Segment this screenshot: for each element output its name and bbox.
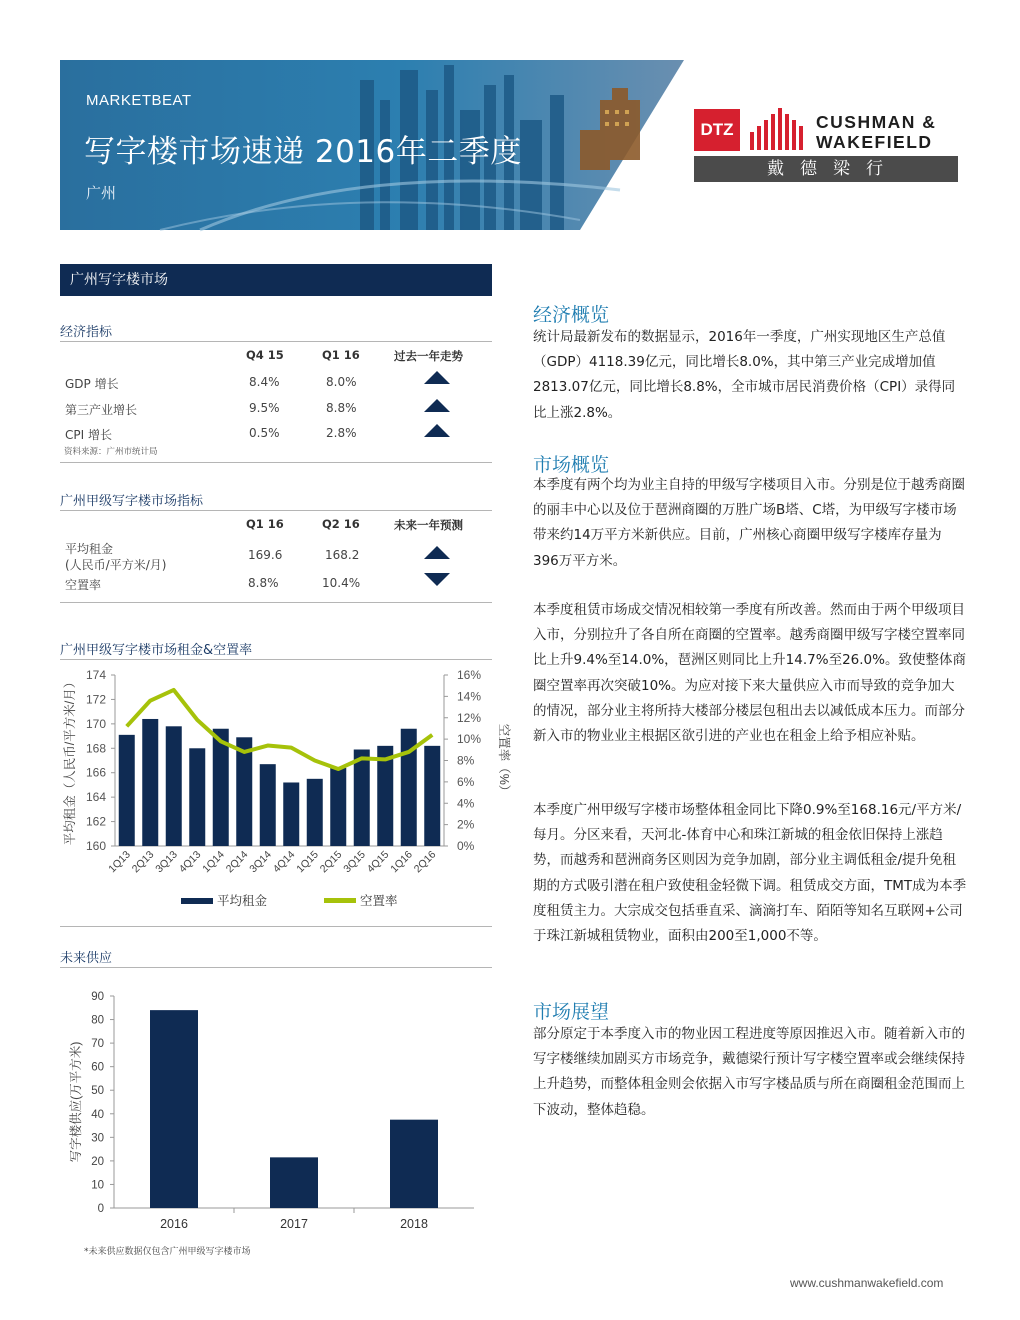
y-tick-label: 20 [91,1155,104,1168]
y-tick-label: 40 [91,1108,104,1121]
divider [60,341,492,342]
rent-bar [307,779,323,846]
company-logo [694,106,958,182]
y-tick-label: 170 [85,716,106,731]
office-row-label: 平均租金 [65,542,114,556]
econ-overview-body: 统计局最新发布的数据显示，2016年一季度，广州实现地区生产总值（GDP）4118.39亿元，同比增长8.0%，其中第三产业完成增加值2813.07亿元，同比增长8.8%，全市城市居民消费价格（CPI）录得同比上涨2.8%。 [533,329,956,421]
office-header-q1: Q1 16 [246,517,284,531]
divider [60,602,492,603]
x-tick-label: 2016 [160,1217,188,1231]
econ-indicators-title: 经济指标 [60,325,113,340]
y-right-tick-label: 16% [457,668,482,682]
trend-up-icon [424,399,450,412]
y-right-tick-label: 10% [457,732,482,747]
office-row-value: 168.2 [325,548,360,562]
x-tick-label: 1Q16 [388,848,415,876]
series-label: MARKETBEAT [86,92,192,109]
y-tick-label: 164 [85,790,106,805]
econ-header-q1: Q1 16 [322,348,360,362]
supply-bar [270,1157,318,1208]
trend-up-icon [424,424,450,437]
market-overview-p1: 本季度有两个均为业主自持的甲级写字楼项目入市。分别是位于越秀商圈的丽丰中心以及位于琶洲商圈的万胜广场B塔、C塔，为甲级写字楼市场带来约14万平方米新供应。目前，广州核心商圈甲级写字楼库存量为396万平方米。 [533,477,965,569]
divider [60,659,492,660]
rent-bar [189,748,205,846]
y-tick-label: 166 [85,765,106,780]
cushman-wakefield-mark-icon [750,106,810,150]
y-tick-label: 30 [91,1132,104,1145]
market-outlook-heading: 市场展望 [533,1001,610,1023]
econ-row-value: 8.4% [249,375,280,389]
x-tick-label: 2Q13 [129,848,157,876]
econ-row-label: CPI 增长 [65,428,112,442]
x-tick-label: 4Q14 [270,848,298,876]
rent-bar [142,719,158,846]
rent-vacancy-chart [60,662,511,924]
supply-chart-title: 未来供应 [60,951,113,966]
divider [60,926,492,927]
y-right-tick-label: 8% [457,753,475,768]
office-header-q2: Q2 16 [322,517,360,531]
y-tick-label: 168 [85,741,106,756]
econ-row-label: GDP 增长 [65,377,119,391]
y-right-tick-label: 4% [457,796,475,811]
y-tick-label: 70 [91,1038,104,1051]
legend-swatch-vacancy [324,898,356,903]
rent-bar [354,750,370,846]
econ-overview-heading: 经济概览 [533,304,610,326]
x-tick-label: 4Q13 [176,848,204,876]
legend-label-rent: 平均租金 [217,894,268,908]
future-supply-chart [60,980,492,1238]
office-row-value: 10.4% [322,576,361,590]
x-tick-label: 4Q15 [364,848,392,876]
website-url[interactable]: www.cushmanwakefield.com [790,1276,944,1290]
supply-bar [390,1120,438,1208]
rent-chart-title: 广州甲级写字楼市场租金&空置率 [60,643,253,658]
trend-up-icon [424,371,450,384]
office-row-value: 8.8% [248,576,279,590]
rent-bar [119,735,135,846]
y-right-tick-label: 0% [457,839,475,853]
y-tick-label: 172 [85,692,106,707]
x-tick-label: 2Q14 [223,848,251,876]
legend-label-vacancy: 空置率 [360,894,398,908]
econ-row-value: 0.5% [249,426,280,440]
market-overview-p2: 本季度租赁市场成交情况相较第一季度有所改善。然而由于两个甲级项目入市，分别拉升了各自所在商圈的空置率。越秀商圈甲级写字楼空置率同比上升9.4%至14.0%，琶洲区则同比上升14.7%至26.0%。致使整体商圈空置率再次突破10%。为应对接下来大量供应入市而导致的竞争加大的情况，部分业主将所持大楼部分楼层包租出去以减低成本压力。而部分新入市的物业业主根据区欲引进的产业也在租金上给予相应补贴。 [533,602,966,745]
x-tick-label: 1Q15 [294,848,321,876]
x-tick-label: 3Q14 [247,848,274,876]
market-overview-p3: 本季度广州甲级写字楼市场整体租金同比下降0.9%至168.16元/平方米/每月。分区来看，天河北-体育中心和珠江新城的租金依旧保持上涨趋势，而越秀和琶洲商务区则因为竞争加剧，部分业主调低租金/提升免租期的方式吸引潜在租户致使租金轻微下调。租赁成交方面，TMT成为本季度租赁主力。大宗成交包括垂直采、滴滴打车、陌陌等知名互联网+公司于珠江新城租赁物业，面积由200至1,000不等。 [533,802,967,945]
econ-header-q4: Q4 15 [246,348,284,362]
y-axis-title: 写字楼供应(万平方米) [69,1041,83,1163]
rent-bar [330,768,346,846]
econ-header-trend: 过去一年走势 [394,349,463,363]
supply-note: *未来供应数据仅包含广州甲级写字楼市场 [84,1247,251,1257]
trend-down-icon [424,573,450,586]
y-right-tick-label: 12% [457,710,482,725]
x-tick-label: 2017 [280,1217,308,1231]
city-label: 广州 [86,184,117,202]
econ-row-value: 8.0% [326,375,357,389]
rent-bar [260,764,276,846]
trend-up-icon [424,546,450,559]
market-outlook-body: 部分原定于本季度入市的物业因工程进度等原因推迟入市。随着新入市的写字楼继续加剧买方市场竞争，戴德梁行预计写字楼空置率或会继续保持上升趋势，而整体租金则会依据入市写字楼品质与所在商圈租金范围而上下波动，整体趋稳。 [533,1026,965,1118]
y-axis-title: 平均租金（人民币/平方米/月） [63,675,77,846]
dtz-chinese-name: 戴德梁行 [694,156,958,182]
rent-bar [424,746,440,846]
y-tick-label: 80 [91,1014,104,1027]
market-overview-heading: 市场概览 [533,454,610,476]
econ-row-label: 第三产业增长 [65,403,138,417]
source-note: 资料来源：广州市统计局 [64,447,158,457]
y-right-tick-label: 2% [457,817,475,832]
office-header-forecast: 未来一年预测 [394,518,463,532]
divider [60,510,492,511]
section-title-bar: 广州写字楼市场 [60,264,492,296]
supply-bar [150,1010,198,1208]
cushman-wakefield-wordmark: CUSHMAN & WAKEFIELD [816,112,937,152]
econ-row-value: 2.8% [326,426,357,440]
econ-row-value: 9.5% [249,401,280,415]
y-tick-label: 10 [91,1179,104,1192]
y-tick-label: 90 [91,991,104,1003]
y-tick-label: 174 [85,668,106,682]
x-tick-label: 3Q13 [153,848,180,876]
rent-bar [283,782,299,846]
y-tick-label: 50 [91,1085,104,1098]
rent-bar [166,726,182,846]
x-tick-label: 3Q15 [341,848,368,876]
y-tick-label: 162 [85,814,106,829]
y-right-tick-label: 6% [457,774,475,789]
y-tick-label: 60 [91,1061,104,1074]
x-tick-label: 2Q16 [411,848,439,876]
y-tick-label: 160 [85,839,106,853]
divider [60,967,492,968]
x-tick-label: 2Q15 [317,848,345,876]
x-tick-label: 1Q13 [106,848,133,876]
office-row-sublabel: (人民币/平方米/月) [65,558,167,572]
office-row-label: 空置率 [65,578,102,592]
office-row-value: 169.6 [248,548,283,562]
x-tick-label: 1Q14 [200,848,227,876]
y-right-tick-label: 14% [457,689,482,704]
y-tick-label: 0 [97,1203,104,1215]
econ-row-value: 8.8% [326,401,357,415]
page-title: 写字楼市场速递 2016年二季度 [84,134,522,170]
x-tick-label: 2018 [400,1217,428,1231]
y-right-axis-title: 空置率（%） [497,723,511,798]
divider [60,462,492,463]
legend-swatch-rent [181,898,213,904]
office-indicators-title: 广州甲级写字楼市场指标 [60,494,204,509]
dtz-logo: DTZ [694,109,740,151]
rent-bar [213,729,229,846]
